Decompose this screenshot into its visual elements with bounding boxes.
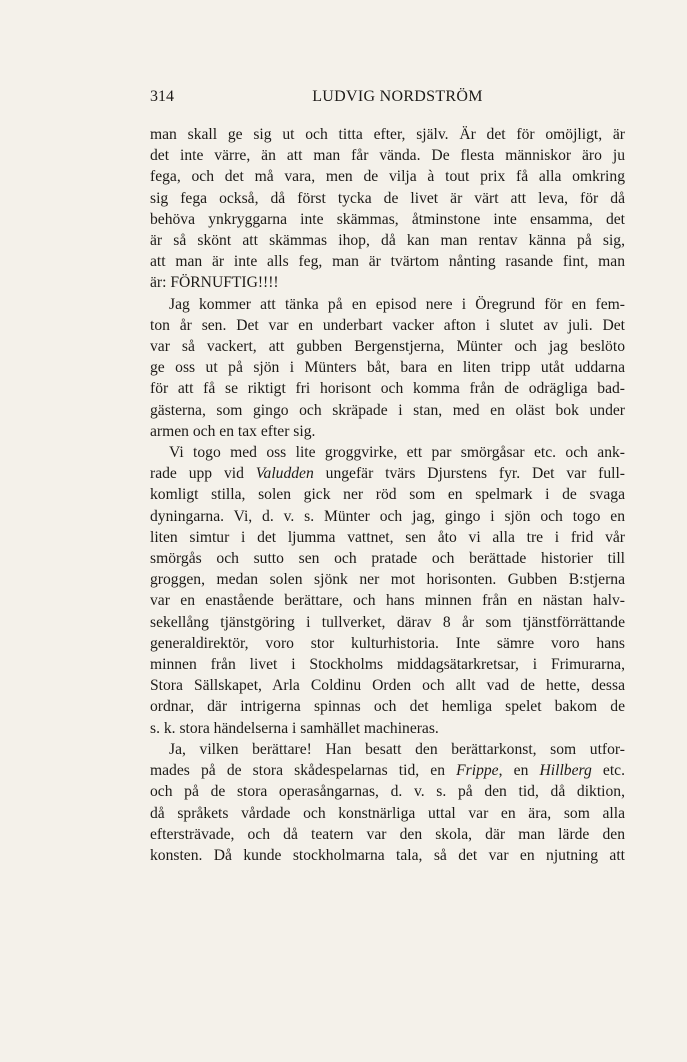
text-line: var så vackert, att gubben Bergenstjerna, Münter och jag beslöto	[150, 338, 625, 356]
text-line: eftersträvade, och då teatern var den skola, där man lärde den	[150, 825, 625, 843]
text-line: smörgås och sutto sen och pratade och berättade historier till	[150, 550, 625, 568]
text-line: minnen från livet i Stockholms middagsätarkretsar, i Frimurarna,	[150, 656, 625, 674]
text-line: sig fega också, då först tycka de livet är värt att leva, för då	[150, 189, 625, 207]
text-line: Vi togo med oss lite groggvirke, ett par smörgåsar etc. och ank-	[169, 444, 625, 462]
text-line: Ja, vilken berättare! Han besatt den berättarkonst, som utfor-	[169, 740, 625, 758]
text-line: det inte värre, än att man får vända. De flesta människor äro ju	[150, 147, 625, 165]
page-header	[150, 88, 625, 110]
text-line: s. k. stora händelserna i samhället machineras.	[150, 719, 439, 737]
text-line: armen och en tax efter sig.	[150, 422, 316, 440]
text-line: ton år sen. Det var en underbart vacker afton i slutet av juli. Det	[150, 316, 625, 334]
text-line: Jag kommer att tänka på en episod nere i Öregrund för en fem-	[169, 295, 625, 313]
text-line: att man är inte alls feg, man är tvärtom nånting rasande fint, man	[150, 253, 625, 271]
text-line: dyningarna. Vi, d. v. s. Münter och jag, gingo i sjön och togo en	[150, 507, 625, 525]
text-line: gästerna, som gingo och skräpade i stan, med en oläst bok under	[150, 401, 625, 419]
text-line: och på de stora operasångarnas, d. v. s. på den tid, då diktion,	[150, 783, 625, 801]
running-head: LUDVIG NORDSTRÖM	[312, 88, 483, 105]
book-page	[150, 88, 625, 866]
text-line: komligt stilla, solen gick ner röd som en spelmark i de svaga	[150, 486, 625, 504]
text-line: för att få se riktigt fri horisont och komma från de odrägliga bad-	[150, 380, 625, 398]
text-line: Stora Sällskapet, Arla Coldinu Orden och allt vad de hette, dessa	[150, 677, 625, 695]
text-line: man skall ge sig ut och titta efter, själv. Är det för omöjligt, är	[150, 126, 625, 143]
text-line: ordnar, där intrigerna spinnas och det hemliga spelet bakom de	[150, 698, 625, 716]
text-line: konsten. Då kunde stockholmarna tala, så det var en njutning att	[150, 846, 625, 864]
text-line: fega, och det må vara, men de vilja à tout prix få alla omkring	[150, 168, 625, 186]
text-line: generaldirektör, voro stor kulturhistoria. Inte sämre voro hans	[150, 634, 625, 652]
text-line: mades på de stora skådespelarnas tid, en Frippe, en Hillberg etc.	[150, 762, 625, 780]
body-text	[150, 124, 625, 866]
text-line: är så skönt att skämmas ihop, då kan man rentav känna på sig,	[150, 232, 625, 250]
text-line: då språkets vårdade och konstnärliga uttal var en ära, som alla	[150, 804, 625, 822]
text-line: rade upp vid Valudden ungefär tvärs Djurstens fyr. Det var full-	[150, 465, 625, 483]
text-line: ge oss ut på sjön i Münters båt, bara en liten tripp utåt uddarna	[150, 359, 625, 377]
page-number: 314	[150, 88, 174, 105]
text-line: var en enastående berättare, och hans minnen från en nästan halv-	[150, 592, 625, 610]
text-line: groggen, medan solen sjönk ner mot horisonten. Gubben B:stjerna	[150, 571, 625, 589]
text-line: behöva ynkryggarna inte skämmas, åtminstone inte ensamma, det	[150, 210, 625, 228]
text-line: sekellång tjänstgöring i tullverket, därav 8 år som tjänstförrättande	[150, 613, 625, 631]
text-line: är: FÖRNUFTIG!!!!	[150, 274, 279, 292]
text-line: liten simtur i det ljumma vattnet, sen åto vi alla tre i frid vår	[150, 528, 625, 546]
